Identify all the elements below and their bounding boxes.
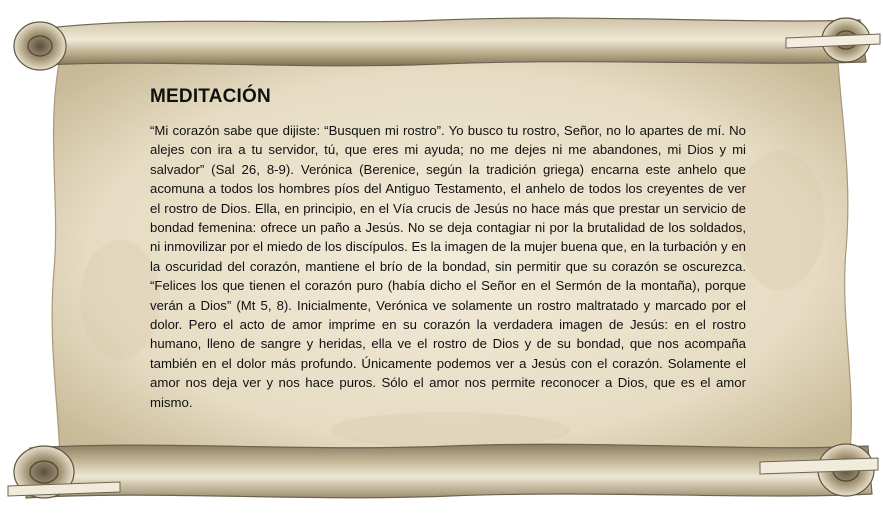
- page-title: MEDITACIÓN: [150, 86, 271, 107]
- top-left-curl: [14, 22, 66, 70]
- meditation-paragraph: “Mi corazón sabe que dijiste: “Busquen mi rostro”. Yo busco tu rostro, Señor, no lo apartes de mí. No alejes con ira a tu servidor, tú, que eres mi ayuda; no me dejes ni me abandones, mi Dios y mi salvador” (Sal 26, 8-9). Verónica (Berenice, según la tradición griega) encarna este anhelo que acomuna a todos los hombres píos del Antiguo Testamento, el anhelo de todos los creyentes de ver el rostro de Dios. Ella, en principio, en el Vía crucis de Jesús no hace más que prestar un servicio de bondad femenina: ofrece un paño a Jesús. No se deja contagiar ni por la brutalidad de los soldados, ni inmovilizar por el miedo de los discípulos. Es la imagen de la mujer buena que, en la turbación y en la oscuridad del corazón, mantiene el brío de la bondad, sin permitir que su corazón se oscurezca. “Felices los que tienen el corazón puro (había dicho el Señor en el Sermón de la montaña), porque verán a Dios” (Mt 5, 8). Inicialmente, Verónica ve solamente un rostro maltratado y marcado por el dolor. Pero el acto de amor imprime en su corazón la verdadera imagen de Jesús: en el rostro humano, lleno de sangre y heridas, ella ve el rostro de Dios y de su bondad, que nos acompaña también en el dolor más profundo. Únicamente podemos ver a Jesús con el corazón. Solamente el amor nos deja ver y nos hace puros. Sólo el amor nos permite reconocer a Dios, que es el amor mismo.: [150, 123, 746, 410]
- meditation-content: [150, 86, 746, 412]
- top-roll: [28, 18, 866, 66]
- bottom-roll: [26, 444, 872, 498]
